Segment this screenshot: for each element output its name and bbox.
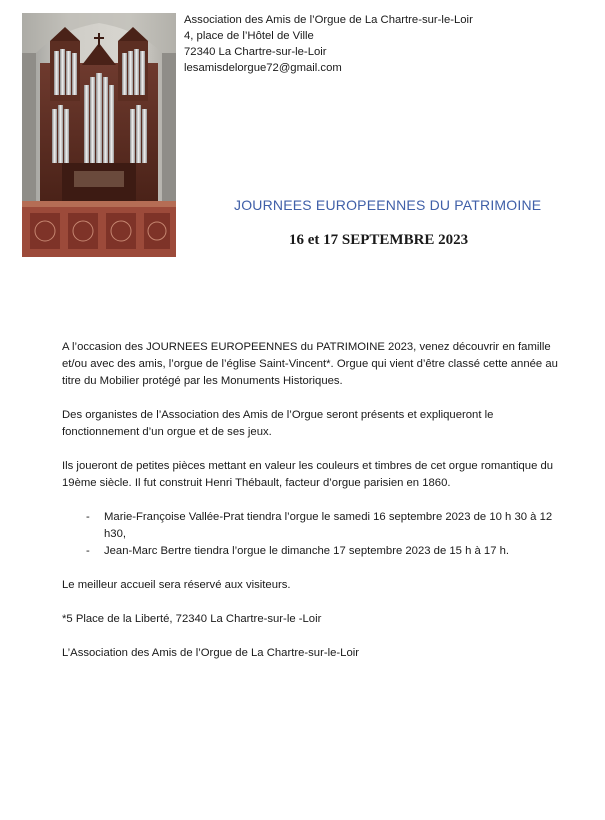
schedule-item xyxy=(62,509,562,543)
association-name: Association des Amis de l’Orgue de La Chartre-sur-le-Loir xyxy=(184,14,473,26)
event-title: JOURNEES EUROPEENNES DU PATRIMOINE xyxy=(234,197,542,213)
organ-photo xyxy=(22,13,176,257)
intro-paragraph: A l’occasion des JOURNEES EUROPEENNES du PATRIMOINE 2023, venez découvrir en famille et/ou avec des amis, l’orgue de l’église Saint-Vincent*. Orgue qui vient d’être classé cette année au titre du Mobilier protégé par les Monuments Historiques. xyxy=(62,341,558,387)
street-address: 4, place de l’Hôtel de Ville xyxy=(184,30,314,42)
schedule-item xyxy=(62,543,562,560)
announcement-body xyxy=(62,339,562,662)
signature: L’Association des Amis de l’Orgue de La Chartre-sur-le-Loir xyxy=(62,647,359,659)
organists-paragraph: Des organistes de l’Association des Amis de l’Orgue seront présents et expliqueront le fonctionnement d’un orgue et de ses jeux. xyxy=(62,409,494,438)
event-date: 16 et 17 SEPTEMBRE 2023 xyxy=(289,232,469,248)
bullet-marker: - xyxy=(86,545,90,557)
schedule-item-text: Marie-Françoise Vallée-Prat tiendra l’orgue le samedi 16 septembre 2023 de 10 h 30 à 12 h30, xyxy=(104,511,553,540)
association-address xyxy=(184,12,473,76)
history-paragraph: Ils joueront de petites pièces mettant en valeur les couleurs et timbres de cet orgue romantique du 19ème siècle. Il fut construit Henri Thébault, facteur d’orgue parisien en 1860. xyxy=(62,460,554,489)
email-address: lesamisdelorgue72@gmail.com xyxy=(184,62,342,74)
bullet-marker: - xyxy=(86,511,90,523)
welcome-line: Le meilleur accueil sera réservé aux visiteurs. xyxy=(62,579,291,591)
schedule-list xyxy=(62,509,562,560)
schedule-item-text: Jean-Marc Bertre tiendra l’orgue le dimanche 17 septembre 2023 de 15 h à 17 h. xyxy=(104,545,510,557)
church-address-footnote: *5 Place de la Liberté, 72340 La Chartre-sur-le -Loir xyxy=(62,613,322,625)
postal-city: 72340 La Chartre-sur-le-Loir xyxy=(184,46,327,58)
